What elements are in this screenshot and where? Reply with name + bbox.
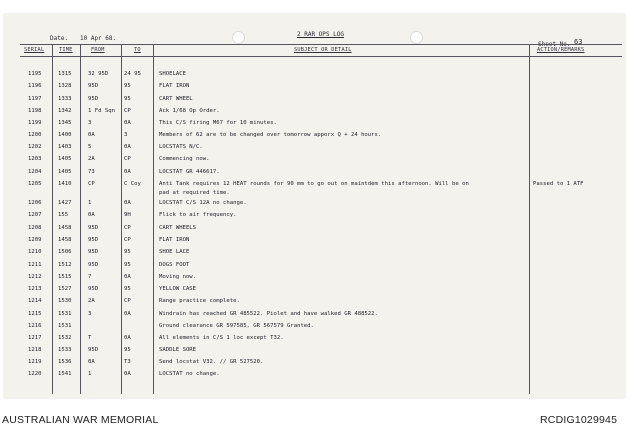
cell-serial: 1212 (28, 274, 42, 280)
cell-to: 9H (124, 212, 131, 218)
cell-from: 2A (88, 298, 95, 304)
cell-from: 95D (88, 83, 99, 89)
cell-to: 95 (124, 347, 131, 353)
table-row (0, 236, 639, 248)
col-header-serial: SERIAL (24, 47, 45, 53)
table-header-rule (20, 56, 622, 57)
cell-serial: 1214 (28, 298, 42, 304)
cell-from: 32 95D (88, 71, 109, 77)
cell-serial: 1211 (28, 262, 42, 268)
cell-time: 1405 (58, 169, 72, 175)
cell-from: 0A (88, 132, 95, 138)
cell-detail: YELLOW CASE (159, 286, 197, 292)
cell-detail: CART WHEELS (159, 225, 197, 231)
cell-detail: SADDLE SORE (159, 347, 197, 353)
cell-time: 1345 (58, 120, 72, 126)
table-row (0, 370, 639, 382)
cell-serial: 1219 (28, 359, 42, 365)
cell-serial: 1195 (28, 71, 42, 77)
table-row (0, 322, 639, 334)
cell-time: 155 (58, 212, 69, 218)
cell-from: 3 (88, 311, 92, 317)
table-top-rule (20, 44, 622, 45)
cell-time: 1506 (58, 249, 72, 255)
cell-to: C Coy (124, 181, 141, 187)
cell-time: 1531 (58, 323, 72, 329)
cell-serial: 1213 (28, 286, 42, 292)
cell-remarks: Passed to 1 ATF (533, 181, 584, 187)
cell-detail: Ground clearance GR 597585, GR 567579 Granted. (159, 323, 314, 329)
cell-serial: 1197 (28, 96, 42, 102)
cell-time: 1532 (58, 335, 72, 341)
cell-to: 0A (124, 311, 131, 317)
cell-time: 1342 (58, 108, 72, 114)
col-header-subject: SUBJECT OR DETAIL (294, 47, 352, 53)
punch-hole-right (410, 31, 423, 44)
cell-from: 0A (88, 359, 95, 365)
cell-time: 1515 (58, 274, 72, 280)
cell-to: 0A (124, 274, 131, 280)
cell-detail: CART WHEEL (159, 96, 193, 102)
cell-to: 0A (124, 371, 131, 377)
cell-from: 0A (88, 212, 95, 218)
cell-time: 1512 (58, 262, 72, 268)
footer-institution: AUSTRALIAN WAR MEMORIAL (2, 414, 159, 426)
table-row (0, 285, 639, 297)
cell-serial: 1208 (28, 225, 42, 231)
cell-from: 95D (88, 237, 99, 243)
cell-detail: Members of 62 are to be changed over tomorrow apporx Q + 24 hours. (159, 132, 382, 138)
cell-time: 1333 (58, 96, 72, 102)
cell-serial: 1209 (28, 237, 42, 243)
cell-to: 0A (124, 169, 131, 175)
cell-to: 95 (124, 96, 131, 102)
cell-serial: 1206 (28, 200, 42, 206)
cell-from: 1 (88, 371, 92, 377)
cell-time: 1533 (58, 347, 72, 353)
cell-from: 1 Fd Sqn (88, 108, 115, 114)
punch-hole-left (232, 31, 245, 44)
cell-from: 95D (88, 249, 99, 255)
cell-to: 24 95 (124, 71, 141, 77)
cell-serial: 1216 (28, 323, 42, 329)
cell-detail: Moving now. (159, 274, 197, 280)
cell-from: 95D (88, 225, 99, 231)
cell-detail: Commencing now. (159, 156, 210, 162)
cell-detail: SHOELACE (159, 71, 186, 77)
col-header-remarks: ACTION/REMARKS (537, 47, 585, 53)
cell-serial: 1200 (28, 132, 42, 138)
cell-to: CP (124, 298, 131, 304)
cell-detail: Ack 1/68 Op Order. (159, 108, 220, 114)
cell-serial: 1217 (28, 335, 42, 341)
cell-detail: Range practice complete. (159, 298, 240, 304)
cell-from: CP (88, 181, 95, 187)
cell-detail: LOCSTATS N/C. (159, 144, 203, 150)
cell-detail: FLAT IRON (159, 237, 190, 243)
table-row (0, 334, 639, 346)
cell-time: 1541 (58, 371, 72, 377)
cell-serial: 1204 (28, 169, 42, 175)
cell-time: 1410 (58, 181, 72, 187)
cell-detail: Send locstat V32. // GR 527520. (159, 359, 264, 365)
date-label: Date. (50, 35, 69, 42)
cell-detail: All elements in C/S 1 loc except T32. (159, 335, 284, 341)
table-row (0, 107, 639, 119)
col-header-to: TO (134, 47, 141, 53)
cell-detail: LOCSTAT GR 446617. (159, 169, 220, 175)
footer-record-id: RCDIG1029945 (540, 414, 618, 426)
cell-to: 0A (124, 144, 131, 150)
cell-serial: 1198 (28, 108, 42, 114)
table-row (0, 273, 639, 285)
cell-from: 2A (88, 156, 95, 162)
table-row (0, 168, 639, 180)
table-row (0, 95, 639, 107)
cell-detail: Windrain has reached GR 485522. Piolet and have walked GR 488522. (159, 311, 378, 317)
table-row (0, 143, 639, 155)
date-value: 10 Apr 68. (80, 35, 117, 42)
table-row (0, 358, 639, 370)
cell-detail: FLAT IRON (159, 83, 190, 89)
cell-from: 3 (88, 120, 92, 126)
cell-time: 1403 (58, 144, 72, 150)
sheet-label: Sheet No. (538, 41, 571, 48)
table-row (0, 224, 639, 236)
cell-from: 95D (88, 347, 99, 353)
table-row (0, 155, 639, 167)
col-header-from: FROM (91, 47, 105, 53)
cell-to: CP (124, 108, 131, 114)
cell-serial: 1199 (28, 120, 42, 126)
table-row (0, 82, 639, 94)
cell-time: 1527 (58, 286, 72, 292)
cell-serial: 1210 (28, 249, 42, 255)
cell-detail: Anti Tank requires 12 HEAT rounds for 90 mm to go out on maintdem this afternoon. Will be on (159, 181, 469, 187)
table-row (0, 180, 639, 196)
cell-to: 95 (124, 286, 131, 292)
cell-serial: 1202 (28, 144, 42, 150)
cell-time: 1531 (58, 311, 72, 317)
cell-to: 95 (124, 83, 131, 89)
cell-serial: 1215 (28, 311, 42, 317)
col-header-time: TIME (59, 47, 73, 53)
cell-from: 7 (88, 274, 92, 280)
cell-from: 95D (88, 286, 99, 292)
cell-from: 5 (88, 144, 92, 150)
cell-serial: 1205 (28, 181, 42, 187)
table-row (0, 248, 639, 260)
cell-serial: 1218 (28, 347, 42, 353)
cell-time: 1530 (58, 298, 72, 304)
cell-to: 95 (124, 249, 131, 255)
cell-time: 1427 (58, 200, 72, 206)
table-row (0, 346, 639, 358)
cell-serial: 1220 (28, 371, 42, 377)
cell-time: 1536 (58, 359, 72, 365)
cell-to: 0A (124, 335, 131, 341)
cell-serial: 1203 (28, 156, 42, 162)
table-row (0, 261, 639, 273)
cell-serial: 1207 (28, 212, 42, 218)
cell-time: 1458 (58, 237, 72, 243)
table-row (0, 131, 639, 143)
cell-detail: LOCSTAT no change. (159, 371, 220, 377)
cell-to: T3 (124, 359, 131, 365)
cell-detail: Flick to air frequency. (159, 212, 237, 218)
cell-to: CP (124, 156, 131, 162)
cell-detail-continued: pad at required time. (159, 190, 230, 196)
log-title: 2 RAR OPS LOG (297, 31, 344, 38)
sheet-number: 63 (574, 38, 583, 46)
cell-from: T (88, 335, 92, 341)
table-row (0, 199, 639, 211)
cell-time: 1458 (58, 225, 72, 231)
cell-time: 1405 (58, 156, 72, 162)
cell-to: CP (124, 225, 131, 231)
cell-time: 1315 (58, 71, 72, 77)
cell-to: 0A (124, 200, 131, 206)
cell-to: 0A (124, 120, 131, 126)
cell-from: 95D (88, 96, 99, 102)
table-row (0, 211, 639, 223)
cell-from: 73 (88, 169, 95, 175)
cell-time: 1400 (58, 132, 72, 138)
cell-to: 95 (124, 262, 131, 268)
cell-detail: SHOE LACE (159, 249, 190, 255)
table-row (0, 119, 639, 131)
table-row (0, 70, 639, 82)
table-row (0, 297, 639, 309)
cell-time: 1328 (58, 83, 72, 89)
cell-serial: 1196 (28, 83, 42, 89)
table-row (0, 310, 639, 322)
cell-to: 3 (124, 132, 128, 138)
cell-detail: This C/S firing M67 for 10 minutes. (159, 120, 277, 126)
cell-to: CP (124, 237, 131, 243)
cell-detail: DOGS FOOT (159, 262, 190, 268)
cell-from: 1 (88, 200, 92, 206)
cell-detail: LOCSTAT C/S 12A no change. (159, 200, 247, 206)
cell-from: 95D (88, 262, 99, 268)
